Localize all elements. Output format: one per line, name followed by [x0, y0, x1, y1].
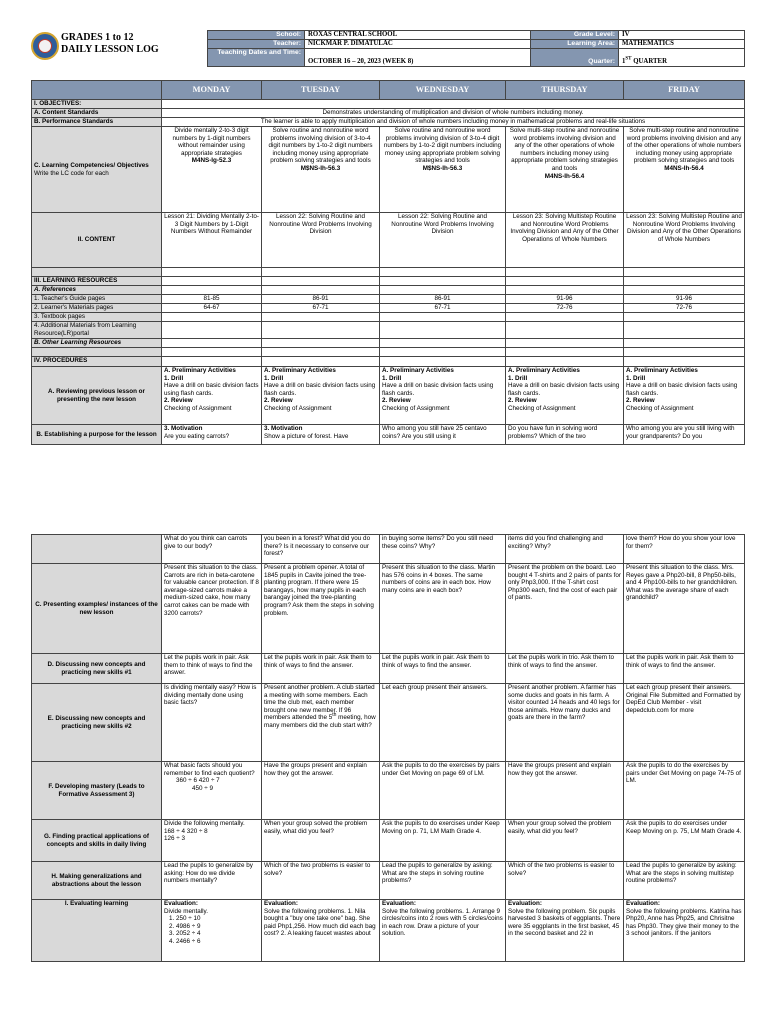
proc-a-wednesday: A. Preliminary Activities 1. Drill Have a drill on basic division facts using flash cards. 2. Review Checking of Assignment	[380, 367, 506, 425]
proc-a-friday: A. Preliminary Activities 1. Drill Have a drill on basic division facts using flash cards. 2. Review Checking of Assignment	[624, 367, 745, 425]
grades-label: GRADES 1 to 12	[61, 32, 134, 43]
tg-monday: 81-85	[162, 295, 262, 304]
proc-a-label: A. Reviewing previous lesson or presenting the new lesson	[32, 367, 162, 425]
textbook-label: 3. Textbook pages	[32, 313, 162, 322]
proc-h-wednesday: Lead the pupils to generalize by asking: What are the steps in solving routine problems?	[380, 862, 506, 900]
proc-a-monday: A. Preliminary Activities 1. Drill Have a drill on basic division facts using flash cards. 2. Review Checking of Assignment	[162, 367, 262, 425]
day-friday: FRIDAY	[624, 81, 745, 100]
lc-tuesday: Solve routine and nonroutine word problems involving division of 3-to-4 digit numbers by 1-to-2 digit numbers including money using appropriate problem solving strategies and tools M$NS-Ih-56.3	[262, 127, 380, 213]
day-wednesday: WEDNESDAY	[380, 81, 506, 100]
proc-b-wednesday: Who among you still have 25 centavo coins? Are you still using it	[380, 425, 506, 445]
content-standards-label: A. Content Standards	[32, 109, 162, 118]
proc-g-label: G. Finding practical applications of concepts and skills in daily living	[32, 820, 162, 862]
proc-d-thursday: Let the pupils work in trio. Ask them to think of ways to find the answer.	[506, 654, 624, 684]
lm-label: 2. Learner's Materials pages	[32, 304, 162, 313]
lc-thursday: Solve multi-step routine and nonroutine word problems involving division and any of the other operations of whole numbers including money using appropriate problem solving strategies and tools M4NS-Ih-56.4	[506, 127, 624, 213]
school-value: ROXAS CENTRAL SCHOOL	[305, 31, 531, 40]
proc-h-friday: Lead the pupils to generalize by asking: What are the steps in solving multistep routine problems?	[624, 862, 745, 900]
proc-d-tuesday: Let the pupils work in pair. Ask them to think of ways to find the answer.	[262, 654, 380, 684]
proc-d-label: D. Discussing new concepts and practicing new skills #1	[32, 654, 162, 684]
proc-f-wednesday: Ask the pupils to do the exercises by pairs under Get Moving on page 69 of LM.	[380, 762, 506, 820]
proc-i-friday: Evaluation: Solve the following problems. Katrina has Php20, Anne has Php25, and Chrisitne has Php30. They give their money to the 3 school janitors. If the janitors	[624, 900, 745, 962]
proc-b-label: B. Establishing a purpose for the lesson	[32, 425, 162, 445]
quarter-value: 1ST QUARTER	[619, 49, 745, 67]
performance-standards-label: B. Performance Standards	[32, 118, 162, 127]
teacher-value: NICKMAR P. DIMATULAC	[305, 40, 531, 49]
quarter-label: Quarter:	[531, 49, 619, 67]
school-label: School:	[208, 31, 305, 40]
proc-b-thursday: Do you have fun in solving word problems? Which of the two	[506, 425, 624, 445]
proc-h-monday: Lead the pupils to generalize by asking: How do we divide numbers mentally?	[162, 862, 262, 900]
competencies-label-cell	[32, 127, 162, 213]
proc-b-cont-wednesday: in buying some items? Do you still need these coins? Why?	[380, 535, 506, 564]
proc-c-tuesday: Present a problem opener. A total of 1845 pupils in Cavite joined the tree-planting program. If there were 15 barangays, how many pupils in each barangay joined the tree-planting program? Ask them the steps in solving problem.	[262, 564, 380, 654]
proc-f-monday: What basic facts should you remember to find each quotient? 360 ÷ 6 420 ÷ 7 450 ÷ 9	[162, 762, 262, 820]
performance-standards: The learner is able to apply multiplication and division of whole numbers including money in mathematical problems and real-life situations	[162, 118, 745, 127]
day-monday: MONDAY	[162, 81, 262, 100]
day-thursday: THURSDAY	[506, 81, 624, 100]
dates-label: Teaching Dates and Time:	[208, 49, 305, 67]
proc-b-friday: Who among you are you still living with your grandparents? Do you	[624, 425, 745, 445]
content-thursday: Lesson 23: Solving Multistep Routine and Nonroutine Word Problems Involving Division and Any of the Other Operations of Whole Numbers	[506, 213, 624, 268]
tg-wednesday: 86-91	[380, 295, 506, 304]
proc-b-monday: 3. Motivation Are you eating carrots?	[162, 425, 262, 445]
proc-i-monday: Evaluation: Divide mentally. 1. 250 ÷ 10 2. 4986 ÷ 9 3. 2052 ÷ 4 4. 2466 ÷ 6	[162, 900, 262, 962]
dates-value: OCTOBER 16 – 20, 2023 (WEEK 8)	[305, 49, 531, 67]
content-monday: Lesson 21: Dividing Mentally 2-to-3 Digit Numbers by 1-Digit Numbers Without Remainder	[162, 213, 262, 268]
tg-tuesday: 86-91	[262, 295, 380, 304]
tg-thursday: 91-96	[506, 295, 624, 304]
page-two	[0, 526, 768, 1024]
content-standards: Demonstrates understanding of multiplication and division of whole numbers including money.	[162, 109, 745, 118]
proc-b-tuesday: 3. Motivation Show a picture of forest. Have	[262, 425, 380, 445]
proc-d-friday: Let the pupils work in pair. Ask them to think of ways to find the answer.	[624, 654, 745, 684]
lc-wednesday: Solve routine and nonroutine word problems involving division of 3-to-4 digit numbers by 1-to-2 digit numbers including money using appropriate problem solving strategies and tools M$NS-Ih-56.3	[380, 127, 506, 213]
proc-f-thursday: Have the groups present and explain how they got the answer.	[506, 762, 624, 820]
proc-b-cont-monday: What do you think can carrots give to our body?	[162, 535, 262, 564]
content-friday: Lesson 23: Solving Multistep Routine and Nonroutine Word Problems Involving Division and Any of the Other Operations of Whole Numbers	[624, 213, 745, 268]
grade-label: Grade Level:	[531, 31, 619, 40]
proc-g-tuesday: When your group solved the problem easily, what did you feel?	[262, 820, 380, 862]
proc-c-wednesday: Present this situation to the class. Martin has 576 coins in 4 boxes. The same numbers of coins are in each box. How many coins are in each box?	[380, 564, 506, 654]
proc-g-thursday: When your group solved the problem easily, what did you feel?	[506, 820, 624, 862]
lesson-table-page1	[31, 80, 745, 445]
resources-title: III. LEARNING RESOURCES	[32, 277, 162, 286]
proc-f-tuesday: Have the groups present and explain how they got the answer.	[262, 762, 380, 820]
proc-e-wednesday: Let each group present their answers.	[380, 684, 506, 762]
content-label: II. CONTENT	[32, 213, 162, 268]
proc-a-tuesday: A. Preliminary Activities 1. Drill Have a drill on basic division facts using flash cards. 2. Review Checking of Assignment	[262, 367, 380, 425]
proc-f-label: F. Developing mastery (Leads to Formative Assessment 3)	[32, 762, 162, 820]
additional-materials-label: 4. Additional Materials from Learning Resource(LR)portal	[32, 322, 162, 339]
proc-h-thursday: Which of the two problems is easier to solve?	[506, 862, 624, 900]
lm-tuesday: 67-71	[262, 304, 380, 313]
proc-i-thursday: Evaluation: Solve the following problem. Six pupils harvested 3 baskets of eggplants. There were 35 eggplants in the first basket, 45 in the second basket and 22 in	[506, 900, 624, 962]
objectives-title: I. OBJECTIVES:	[32, 100, 162, 109]
lm-friday: 72-76	[624, 304, 745, 313]
proc-h-label: H. Making generalizations and abstractions about the lesson	[32, 862, 162, 900]
lm-monday: 64-67	[162, 304, 262, 313]
proc-b-cont-thursday: items did you find challenging and exciting? Why?	[506, 535, 624, 564]
proc-f-friday: Ask the pupils to do the exercises by pairs under Get Moving on page 74-75 of LM.	[624, 762, 745, 820]
page-gap	[0, 500, 768, 526]
page-one	[0, 0, 768, 500]
proc-a-thursday: A. Preliminary Activities 1. Drill Have a drill on basic division facts using flash cards. 2. Review Checking of Assignment	[506, 367, 624, 425]
proc-d-monday: Let the pupils work in pair. Ask them to think of ways to find the answer.	[162, 654, 262, 684]
lesson-table-page2	[31, 534, 745, 962]
proc-c-thursday: Present the problem on the board. Leo bought 4 T-shirts and 2 pairs of pants for only Php3,000. If the T-shirt cost Php300 each, find the cost of each pair of pants.	[506, 564, 624, 654]
header-title	[61, 32, 159, 56]
references-label: A. References	[32, 286, 162, 295]
proc-c-label: C. Presenting examples/ instances of the new lesson	[32, 564, 162, 654]
proc-e-label: E. Discussing new concepts and practicing new skills #2	[32, 684, 162, 762]
competencies-note: Write the LC code for each	[34, 169, 109, 177]
proc-g-monday: Divide the following mentally. 168 ÷ 4 320 ÷ 8 126 ÷ 3	[162, 820, 262, 862]
day-tuesday: TUESDAY	[262, 81, 380, 100]
proc-c-friday: Present this situation to the class. Mrs. Reyes gave a Php20-bill, 8 Php50-bills, and 4 Php100-bills to her grandchildren. What was the average share of each grandchild?	[624, 564, 745, 654]
teacher-label: Teacher:	[208, 40, 305, 49]
other-resources-label: B. Other Learning Resources	[32, 339, 162, 348]
proc-d-wednesday: Let the pupils work in pair. Ask them to think of ways to find the answer.	[380, 654, 506, 684]
content-tuesday: Lesson 22: Solving Routine and Nonroutine Word Problems Involving Division	[262, 213, 380, 268]
proc-e-tuesday: Present another problem. A club started a meeting with some members. Each time the club met, each member brought one new member. If 96 members attended the 5th meeting, how many members did the club start with?	[262, 684, 380, 762]
tg-label: 1. Teacher's Guide pages	[32, 295, 162, 304]
proc-b-cont-friday: love them? How do you show your love for them?	[624, 535, 745, 564]
document-header	[31, 30, 744, 70]
corner-cell	[32, 81, 162, 100]
procedures-title: IV. PROCEDURES	[32, 357, 162, 367]
proc-b-cont-label	[32, 535, 162, 564]
proc-i-label: I. Evaluating learning	[32, 900, 162, 962]
header-info-table	[207, 30, 745, 67]
lm-wednesday: 67-71	[380, 304, 506, 313]
proc-i-wednesday: Evaluation: Solve the following problems. 1. Arrange 9 circles/coins into 2 rows with 5 circles/coins in each row. Draw a picture of your solution.	[380, 900, 506, 962]
lc-friday: Solve multi-step routine and nonroutine word problems involving division and any of the other operations of whole numbers including money using appropriate problem solving strategies and tools M4NS-Ih-56.4	[624, 127, 745, 213]
log-title: DAILY LESSON LOG	[61, 44, 159, 55]
proc-h-tuesday: Which of the two problems is easier to solve?	[262, 862, 380, 900]
proc-e-thursday: Present another problem. A farmer has some ducks and goats in his farm. A visitor counted 14 heads and 40 legs for those animals. How many ducks and goats are there in the farm?	[506, 684, 624, 762]
proc-i-tuesday: Evaluation: Solve the following problems. 1. Nila bought a "buy one take one" bag. She paid Php1,256. How much did each bag cost? 2. A leaking faucet wastes about	[262, 900, 380, 962]
proc-g-wednesday: Ask the pupils to do exercises under Keep Moving on p. 71, LM Math Grade 4.	[380, 820, 506, 862]
lm-thursday: 72-76	[506, 304, 624, 313]
competencies-label: C. Learning Competencies/ Objectives	[34, 161, 149, 169]
content-wednesday: Lesson 22: Solving Routine and Nonroutine Word Problems Involving Division	[380, 213, 506, 268]
lc-monday: Divide mentally 2-to-3 digit numbers by 1-digit numbers without remainder using appropriate strategies M4NS-Ig-52.3	[162, 127, 262, 213]
area-label: Learning Area:	[531, 40, 619, 49]
grade-value: IV	[619, 31, 745, 40]
area-value: MATHEMATICS	[619, 40, 745, 49]
proc-e-monday: Is dividing mentally easy? How is dividing mentally done using basic facts?	[162, 684, 262, 762]
tg-friday: 91-96	[624, 295, 745, 304]
deped-seal-icon	[31, 32, 59, 60]
proc-b-cont-tuesday: you been in a forest? What did you do there? Is it necessary to conserve our forest?	[262, 535, 380, 564]
proc-g-friday: Ask the pupils to do exercises under Keep Moving on p. 75, LM Math Grade 4.	[624, 820, 745, 862]
proc-c-monday: Present this situation to the class. Carrots are rich in beta-carotene for valuable cancer protection. If 8 average-sized carrots make a medium-sized cake, how many carrot cakes can be made with 3200 carrots?	[162, 564, 262, 654]
proc-e-friday: Let each group present their answers. Original File Submitted and Formatted by DepEd Club Member - visit depedclub.com for more	[624, 684, 745, 762]
